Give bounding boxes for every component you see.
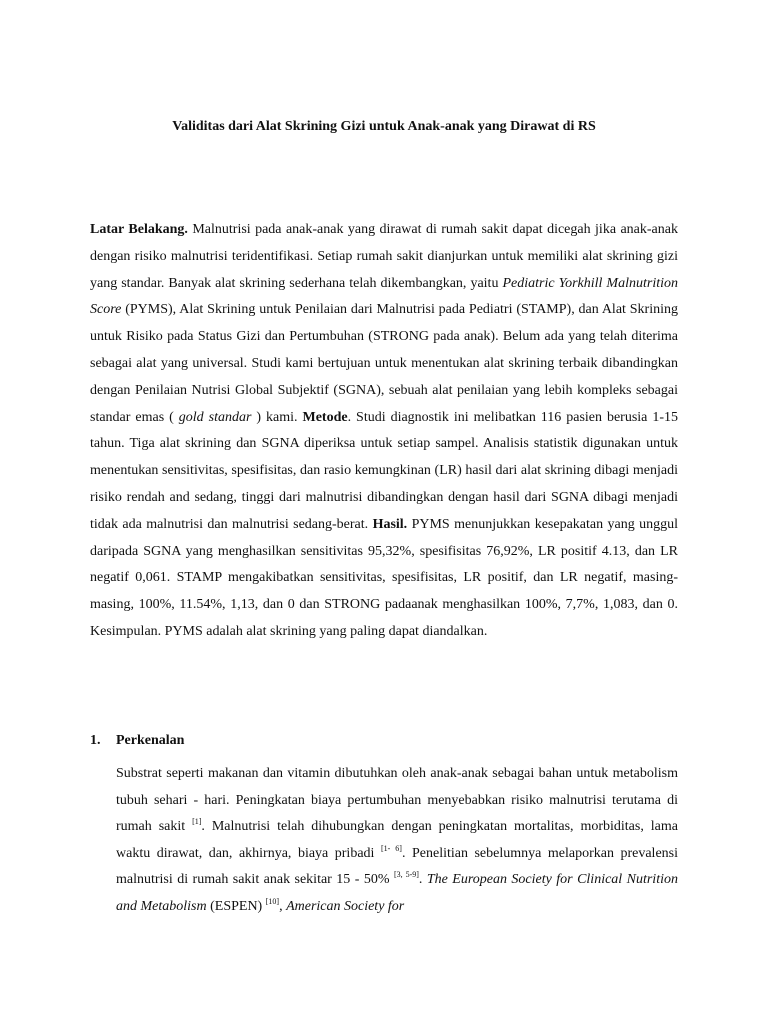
abstract-paragraph — [90, 217, 678, 646]
intro-text: . — [418, 872, 427, 888]
aspen-term: American Society for — [286, 898, 405, 914]
intro-text: . Malnutrisi telah dihubungkan dengan peningkatan mortalitas, morbiditas, lama waktu dirawat, dan, akhirnya, biaya pribadi — [116, 819, 678, 861]
citation-ref: [1] — [192, 817, 202, 827]
citation-ref: [10] — [265, 896, 280, 906]
hasil-label: Hasil. — [372, 516, 408, 532]
abstract-text: . Studi diagnostik ini melibatkan 116 pasien berusia 1-15 tahun. Tiga alat skrining dan SGNA diperiksa untuk setiap sampel. Analisis statistik digunakan untuk menentukan sensitivitas, spesifisitas, dan rasio kemungkinan (LR) hasil dari alat skrining dibagi menjadi risiko rendah and sedang, tinggi dari malnutrisi dibandingkan dengan hasil dari SGNA dibagi menjadi tidak ada malnutrisi dan malnutrisi sedang-berat. — [90, 409, 679, 532]
espen-term: The European Society for Clinical Nutrition and Metabolism — [116, 872, 678, 914]
intro-paragraph — [116, 761, 678, 921]
abstract-text: ) kami. — [251, 409, 303, 425]
gold-standard-term: gold standar — [178, 409, 252, 425]
document-title: Validitas dari Alat Skrining Gizi untuk Anak-anak yang Dirawat di RS — [172, 119, 596, 134]
section-heading — [90, 728, 184, 754]
latar-belakang-label: Latar Belakang. — [90, 222, 188, 237]
pyms-term: Pediatric Yorkhill Malnutrition Score — [90, 275, 678, 318]
citation-ref: [1- 6] — [380, 843, 402, 853]
abstract-text: Malnutrisi pada anak-anak yang dirawat di rumah sakit dapat dicegah jika anak-anak dengan risiko malnutrisi teridentifikasi. Setiap rumah sakit dianjurkan untuk memiliki alat skrining gizi yang standar. Banyak alat skrining sederhana telah dikembangkan, yaitu — [90, 222, 678, 291]
abstract-text: (PYMS), Alat Skrining untuk Penilaian dari Malnutrisi pada Pediatri (STAMP), dan Alat Skrining untuk Risiko pada Status Gizi dan Pertumbuhan (STRONG pada anak). Belum ada yang telah diterima sebagai alat yang universal. Studi kami bertujuan untuk menentukan alat skrining terbaik dibandingkan dengan Penilaian Nutrisi Global Subjektif (SGNA), sebuah alat penilaian yang lebih kompleks sebagai standar emas ( — [90, 302, 678, 425]
intro-text: (ESPEN) — [206, 898, 266, 914]
intro-text: , — [279, 898, 287, 914]
section-number: 1. — [90, 733, 101, 748]
citation-ref: [3, 5-9] — [393, 870, 419, 880]
section-title: Perkenalan — [116, 733, 185, 748]
abstract-text: PYMS menunjukkan kesepakatan yang unggul daripada SGNA yang menghasilkan sensitivitas 95,32%, spesifisitas 76,92%, LR positif 4.13, dan LR negatif 0,061. STAMP mengakibatkan sensitivitas, spesifisitas, LR positif, dan LR negatif, masing-masing, 100%, 11.54%, 1,13, dan 0 dan STRONG padaanak menghasilkan 100%, 7,7%, 1,083, dan 0. Kesimpulan. PYMS adalah alat skrining yang paling dapat diandalkan. — [90, 516, 678, 639]
intro-text: Substrat seperti makanan dan vitamin dibutuhkan oleh anak-anak sebagai bahan untuk metabolism tubuh sehari - hari. Peningkatan biaya pertumbuhan menyebabkan risiko malnutrisi terutama di rumah sakit — [116, 766, 678, 835]
intro-text: . Penelitian sebelumnya melaporkan prevalensi malnutrisi di rumah sakit anak sekitar 15 - 50% — [116, 845, 678, 888]
metode-label: Metode — [302, 409, 348, 425]
